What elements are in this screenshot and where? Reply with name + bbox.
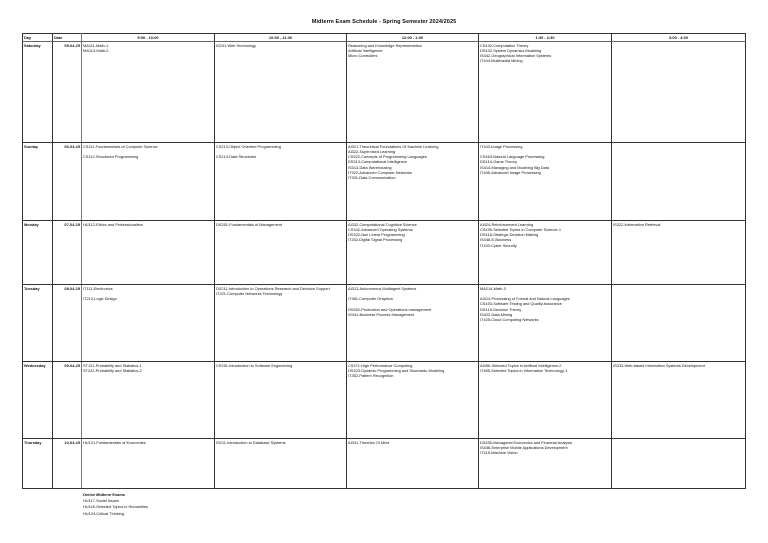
slot-cell [612,439,746,489]
slot-cell [215,362,347,439]
table-row [23,439,746,489]
slot-cell [347,42,479,143]
page-title: Midterm Exam Schedule - Spring Semester 2024/2025 [311,19,457,25]
slot-cell [479,362,612,439]
course-entry: MA113-Math-2 [83,47,109,53]
header-day: Day [23,34,53,42]
course-entry: CS432-Computation Theory [480,42,529,48]
slot-cell [479,285,612,362]
course-entry: IS333-Web-based Information Systems Development [613,362,705,368]
slot-cell [82,42,215,143]
course-entry: AI496-Selected Topics in Artificial Intelligence-2 [480,362,562,368]
course-entry: AI331-Theories Of Mind [348,439,390,445]
course-entry: AI321-Theoretical Foundations Of Machine Learning [348,143,439,149]
course-entry: IS313-Data Warehousing [348,164,392,170]
course-entry: DS251-Fundamentals of Management [216,221,282,227]
table-row [23,285,746,362]
table-row [23,143,746,221]
course-entry: IS231-Web Technology [216,42,257,48]
table-row [23,362,746,439]
course-entry: IT352-Pattern Recognition [348,373,394,379]
slot-cell [479,42,612,143]
exam-schedule-table [22,33,746,489]
online-exams-heading: Online Midterm Exams [83,492,125,497]
course-entry: CS111-Fundamentals of Computer Science [83,143,158,149]
date-cell: 10-04-25 [53,439,82,489]
course-entry: DS416-Strategic Decision Making [480,232,539,238]
slot-cell [612,143,746,221]
date-cell: 06-04-25 [53,143,82,221]
slot-cell [82,221,215,285]
course-entry: AI424-Reinforcement Learning [480,221,533,227]
course-entry: IS436-Enterprise Mobile Applications Development [480,444,568,450]
day-cell: Thursday [23,439,53,489]
header-date: Date [53,34,82,42]
course-entry: IT212-Logic Design [83,296,117,302]
header-slot-5: 3:00 - 4:00 [612,34,746,42]
course-entry: IT445-Advanced Image Processing [480,169,541,175]
course-entry: CS214-Data Structures [216,154,257,160]
course-entry: MA214-Math-3 [480,285,506,291]
header-slot-4: 1:30 - 2:30 [479,34,612,42]
course-entry: IT322-Advanced Computer Networks [348,169,413,175]
course-entry: DS455-Managerial Economics and Financial Analysis [480,439,573,445]
course-entry: IT415-Machine Vision [480,450,518,456]
course-entry: CS371-High Performance Computing [348,362,413,368]
course-entry: DS323-Dynamic Programming and Stochastic Modeling [348,367,445,373]
slot-cell [215,285,347,362]
course-entry: DS415-Decision Theory [480,306,522,312]
course-entry: Artificial Intelligence [348,47,383,53]
course-entry: IS448-E-Business [480,237,512,243]
course-entry: IT342-Digital Signal Processing [348,237,403,243]
slot-cell [82,285,215,362]
course-entry: IT111-Electronics [83,285,113,291]
course-entry: CS251-Introduction to Software Engineering [216,362,293,368]
course-entry: IT331-Data Communication [348,175,396,181]
course-entry: AI322-Supervised Learning [348,148,396,154]
course-entry: CS213-Object Oriented Programming [216,143,281,149]
course-entry: ST222-Probability and Statistics-2 [83,367,142,373]
slot-cell [215,439,347,489]
slot-cell [479,221,612,285]
course-entry: CS463-Natural Language Processing [480,154,545,160]
course-entry: IS322-Information Retrieval [613,221,661,227]
day-cell: Sunday [23,143,53,221]
course-entry: IS211-Introduction to Database Systems [216,439,286,445]
slot-cell [215,42,347,143]
slot-cell [612,42,746,143]
day-cell: Monday [23,221,53,285]
course-entry: IT221-Computer Networks Technology [216,290,283,296]
course-entry: AI414-Processing of Formal and Natural Languages [480,296,570,302]
slot-cell [82,439,215,489]
course-entry: IT433-Cyber Security [480,242,517,248]
course-entry: Micro Controllers [348,53,378,59]
date-cell: 07-04-25 [53,221,82,285]
slot-cell [347,221,479,285]
online-exam-item: HU124-Critical Thinking [83,510,125,516]
course-entry: DS414-Game Theory [480,159,517,165]
course-entry: IT361-Computer Graphics [348,296,393,302]
date-cell: 05-04-25 [53,42,82,143]
course-entry: DS352-Production and Operations management [348,306,432,312]
slot-cell [612,221,746,285]
course-entry: IT495-Selected Topics in Information Technology-1 [480,367,568,373]
course-entry: DS432-System Dynamics Modeling [480,47,542,53]
course-entry: CS342-Advanced Operating Systems [348,226,413,232]
header-row [23,34,746,42]
header-slot-3: 12:00 - 1:00 [347,34,479,42]
table-row [23,221,746,285]
slot-cell [612,285,746,362]
course-entry: IS422-Data Mining [480,311,513,317]
date-cell: 08-04-25 [53,285,82,362]
slot-cell [479,143,612,221]
course-entry: IT425-Cloud Computing Networks [480,317,539,323]
course-entry: CS322-Concepts of Programming Languages [348,154,427,160]
slot-cell [82,143,215,221]
course-entry: IS341-Business Process Management [348,311,415,317]
course-entry: IT443-Image Processing [480,143,523,149]
course-entry: Reasoning and Knowledge Representation [348,42,422,48]
course-entry: DS313-Computational Intelligence [348,159,408,165]
course-entry: MA111-Math-1 [83,42,109,48]
course-entry: AI313-Autonomous Multiagent Systems [348,285,417,291]
header-slot-2: 10:30 - 11:30 [215,34,347,42]
slot-cell [612,362,746,439]
slot-cell [82,362,215,439]
day-cell: Saturday [23,42,53,143]
slot-cell [479,439,612,489]
online-exam-item: HU117-Social Issues [83,498,120,504]
slot-cell [347,143,479,221]
course-entry: CS112-Structured Programming [83,154,139,160]
course-entry: IT444-Multimedia Mining [480,58,523,64]
date-cell: 09-04-25 [53,362,82,439]
slot-cell [215,221,347,285]
day-cell: Wednesday [23,362,53,439]
course-entry: HU121-Fundamentals of Economies [83,439,146,445]
online-exam-item: HU118-Selected Topics in Humanities [83,504,148,510]
day-cell: Tuesday [23,285,53,362]
course-entry: CS453-Software Testing and Quality Assurance [480,301,562,307]
course-entry: AI332-Computational Cognitive Science [348,221,417,227]
slot-cell [347,439,479,489]
online-exams-note [83,492,148,517]
header-slot-1: 9:00 - 10:00 [82,34,215,42]
slot-cell [347,285,479,362]
slot-cell [347,362,479,439]
course-entry: CS495-Selected Topics in Computer Science-1 [480,226,562,232]
course-entry: IS442-Geographical Information Systems [480,53,552,59]
table-row [23,42,746,143]
course-entry: HU112-Ethics and Professionalism [83,221,143,227]
course-entry: IS414-Managing and Modeling Big Data [480,164,549,170]
course-entry: ST121-Probability and Statistics-1 [83,362,142,368]
course-entry: DS322-Non Linear Programming [348,232,405,238]
course-entry: DS211-Introduction to Operations Research and Decision Support [216,285,330,291]
slot-cell [215,143,347,221]
